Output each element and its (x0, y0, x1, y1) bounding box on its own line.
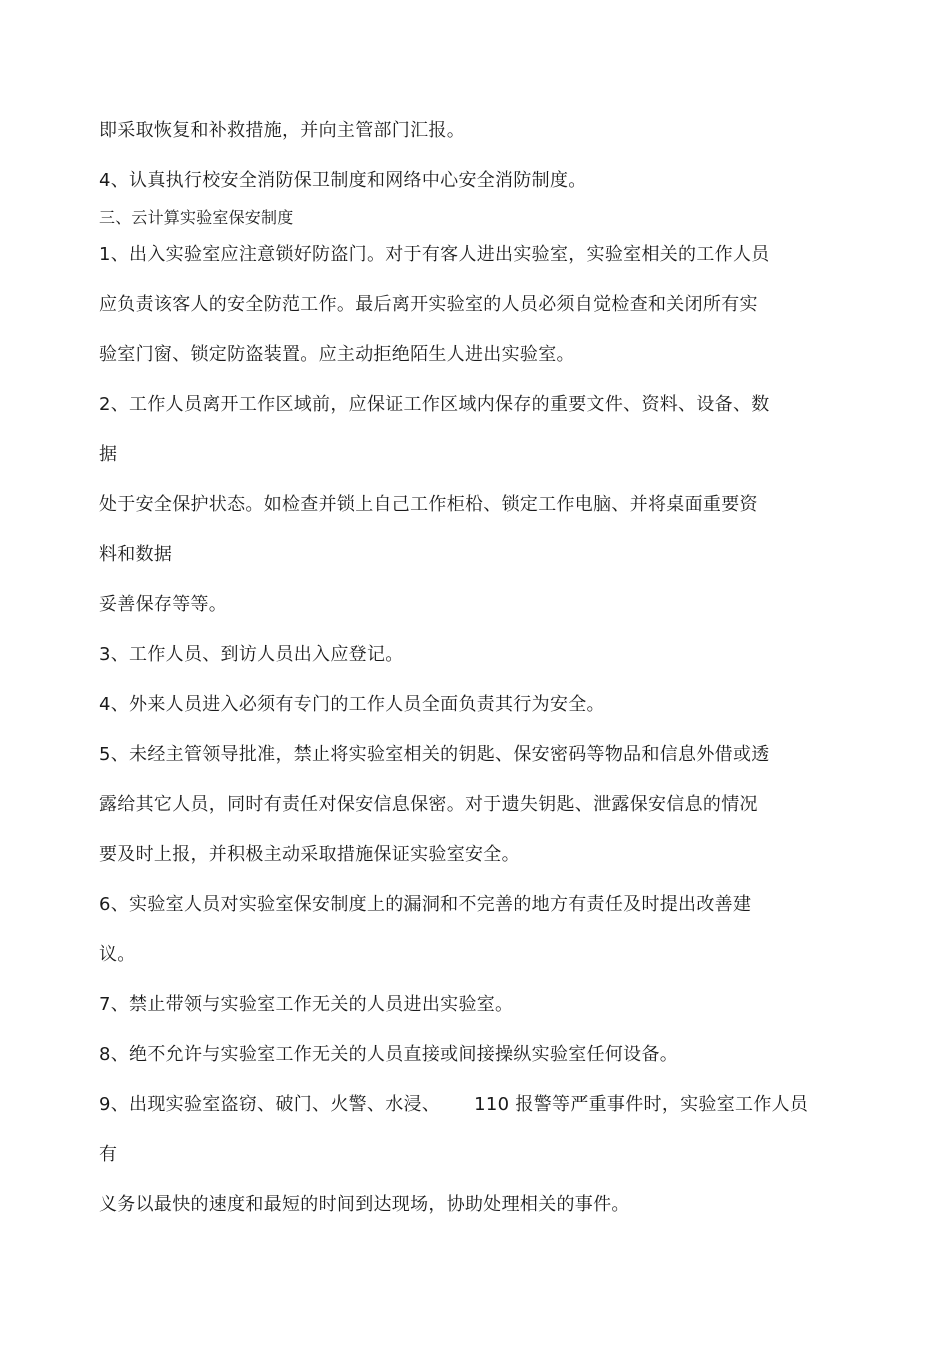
text-line: 据 (99, 444, 118, 465)
text-line: 义务以最快的速度和最短的时间到达现场，协助处理相关的事件。 (99, 1194, 630, 1215)
text-line: 6、实验室人员对实验室保安制度上的漏洞和不完善的地方有责任及时提出改善建 (99, 894, 752, 915)
section-heading: 三、云计算实验室保安制度 (99, 208, 294, 227)
text-line: 处于安全保护状态。如检查并锁上自己工作柜柗、锁定工作电脑、并将桌面重要资 (99, 494, 758, 515)
text-line: 露给其它人员，同时有责任对保安信息保密。对于遗失钥匙、泄露保安信息的情况 (99, 794, 758, 815)
text-line: 7、禁止带领与实验室工作无关的人员进出实验室。 (99, 994, 514, 1015)
text-line: 验室门窗、锁定防盗装置。应主动拒绝陌生人进出实验室。 (99, 344, 575, 365)
text-line: 1、出入实验室应注意锁好防盗门。对于有客人进出实验室，实验室相关的工作人员 (99, 244, 770, 265)
text-line (99, 1093, 808, 1117)
text-fragment: 9、出现实验室盗窃、破门、火警、水浸、 (99, 1094, 441, 1115)
text-line: 有 (99, 1144, 118, 1165)
text-line: 4、外来人员进入必须有专门的工作人员全面负责其行为安全。 (99, 694, 605, 715)
text-line: 要及时上报，并积极主动采取措施保证实验室安全。 (99, 844, 520, 865)
text-line: 议。 (99, 944, 136, 965)
text-fragment: 110 报警等严重事件时，实验室工作人员 (474, 1094, 809, 1115)
text-line: 妥善保存等等。 (99, 594, 228, 615)
text-line: 8、绝不允许与实验室工作无关的人员直接或间接操纵实验室任何设备。 (99, 1044, 679, 1065)
text-line: 5、未经主管领导批准，禁止将实验室相关的钥匙、保安密码等物品和信息外借或透 (99, 744, 770, 765)
text-line: 2、工作人员离开工作区域前，应保证工作区域内保存的重要文件、资料、设备、数 (99, 394, 770, 415)
text-line: 即采取恢复和补救措施，并向主管部门汇报。 (99, 120, 465, 141)
text-line: 料和数据 (99, 544, 173, 565)
text-line: 应负责该客人的安全防范工作。最后离开实验室的人员必须自觉检查和关闭所有实 (99, 294, 758, 315)
text-line: 3、工作人员、到访人员出入应登记。 (99, 644, 404, 665)
text-line: 4、认真执行校安全消防保卫制度和网络中心安全消防制度。 (99, 170, 587, 191)
